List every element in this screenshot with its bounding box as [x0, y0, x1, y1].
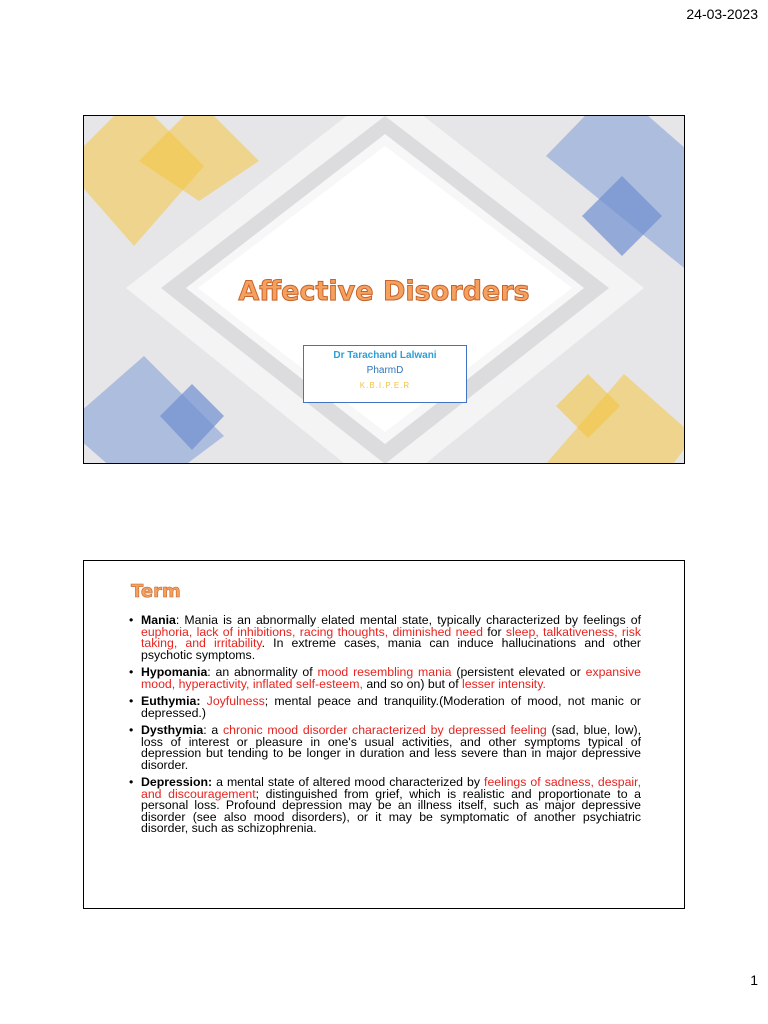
highlighted-text: Joyfulness — [206, 694, 265, 708]
term-item — [129, 696, 641, 719]
date-label: 24-03-2023 — [686, 6, 758, 22]
definition-text: (sad, blue, low), loss of interest or pleasure in one's usual activities, and other symptoms typical of depression but tending to be longer in duration and less severe than in major depressive disorder. — [141, 723, 642, 772]
highlighted-text: lesser intensity. — [462, 676, 546, 691]
term-list — [129, 615, 641, 841]
term-name: Dysthymia — [141, 723, 204, 737]
author-name: Dr Tarachand Lalwani — [333, 350, 437, 361]
definition-text: (persistent elevated or — [451, 665, 586, 679]
author-box — [303, 345, 467, 403]
term-name: Euthymia: — [141, 694, 201, 708]
definition-text: : a — [203, 723, 223, 737]
highlighted-text: chronic mood disorder characterized by depressed feeling — [222, 723, 547, 737]
definition-text: and so on) but of — [362, 676, 463, 691]
definition-text: a mental state of altered mood characterized by — [212, 775, 485, 789]
slide-title: Affective Disorders — [238, 276, 530, 307]
term-item — [129, 615, 641, 661]
definition-text: : Mania is an abnormally elated mental state, typically characterized by feelings of — [175, 613, 641, 627]
highlighted-text: expansive mood, hyperactivity, inflated self-esteem, — [141, 665, 642, 691]
highlighted-text: feelings of sadness, despair, and discouragement — [141, 775, 641, 801]
term-slide — [83, 560, 685, 909]
definition-text: for — [482, 624, 506, 639]
term-item — [129, 725, 641, 771]
highlighted-text: euphoria, lack of inhibitions, racing thoughts, diminished need — [141, 624, 483, 639]
term-item — [129, 777, 641, 835]
term-title: Term — [131, 581, 181, 602]
highlighted-text: sleep, talkativeness, risk taking, and irritability — [141, 624, 641, 650]
definition-text: ; mental peace and tranquility.(Moderation of mood, not manic or depressed.) — [141, 694, 642, 720]
term-item — [129, 667, 641, 690]
term-name: Depression: — [141, 775, 213, 789]
page-number: 1 — [750, 972, 758, 988]
definition-text: : an abnormality of — [207, 665, 318, 679]
author-degree: PharmD — [366, 365, 404, 376]
highlighted-text: mood resembling mania — [317, 665, 452, 679]
author-institute: K.B.I.P.E.R — [359, 381, 411, 390]
term-name: Mania — [141, 613, 176, 627]
title-slide — [83, 115, 685, 464]
definition-text: ; distinguished from grief, which is realistic and proportionate to a personal loss. Profound depression may be an illness itself, such as major depressive disorder (see also mood disorders), or it may be symptomatic of another psychiatric disorder, such as schizophrenia. — [141, 786, 642, 835]
definition-text: . In extreme cases, mania can induce hallucinations and other psychotic symptoms. — [141, 636, 641, 662]
term-name: Hypomania — [141, 665, 208, 679]
